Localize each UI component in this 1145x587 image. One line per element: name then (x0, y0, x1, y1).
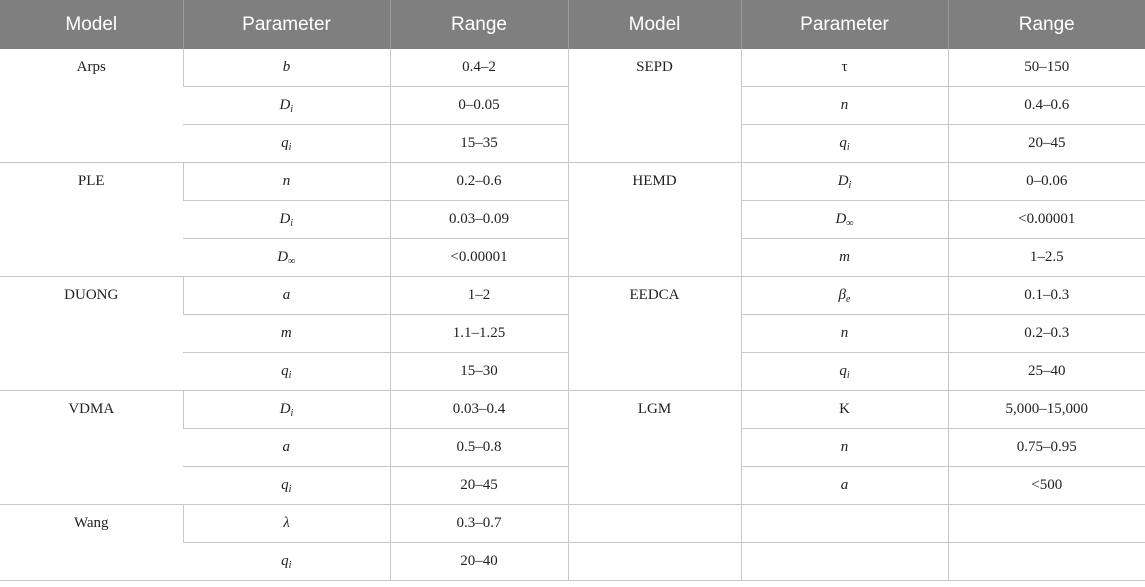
header-parameter-left: Parameter (183, 0, 390, 49)
parameter-cell (183, 277, 390, 315)
range-cell: 0.4–2 (390, 49, 568, 87)
parameter-cell (183, 315, 390, 353)
parameter-cell (183, 239, 390, 277)
range-cell: 0–0.06 (948, 163, 1145, 201)
parameter-symbol: β (838, 286, 847, 303)
range-cell: 0.5–0.8 (390, 429, 568, 467)
parameter-symbol: b (282, 59, 291, 75)
parameter-cell (741, 467, 948, 505)
empty-cell (741, 543, 948, 581)
parameter-symbol: τ (841, 59, 848, 75)
parameter-symbol: q (839, 362, 847, 379)
parameter-subscript: i (290, 103, 294, 115)
parameter-cell (183, 163, 390, 201)
parameter-cell (741, 125, 948, 163)
table-row (0, 49, 1145, 87)
parameter-symbol: m (280, 325, 292, 341)
model-cell-right: EEDCA (568, 277, 741, 391)
range-cell: 50–150 (948, 49, 1145, 87)
parameter-cell (741, 277, 948, 315)
parameter-symbol: q (281, 476, 289, 493)
parameter-symbol: q (281, 134, 289, 151)
parameter-subscript: ∞ (288, 255, 296, 267)
range-cell: 0–0.05 (390, 87, 568, 125)
parameter-symbol: q (281, 552, 289, 569)
model-cell-left: PLE (0, 163, 183, 277)
parameter-cell (183, 429, 390, 467)
model-cell-left: DUONG (0, 277, 183, 391)
range-cell: 25–40 (948, 353, 1145, 391)
empty-cell (568, 505, 741, 543)
range-cell: <0.00001 (948, 201, 1145, 239)
table-row (0, 391, 1145, 429)
model-cell-left: VDMA (0, 391, 183, 505)
range-cell: 1–2 (390, 277, 568, 315)
range-cell: 20–45 (948, 125, 1145, 163)
range-cell: <0.00001 (390, 239, 568, 277)
parameter-subscript: ∞ (846, 217, 854, 229)
range-cell: <500 (948, 467, 1145, 505)
parameter-subscript: i (288, 141, 292, 153)
parameter-symbol: a (282, 439, 290, 455)
parameter-cell (183, 353, 390, 391)
range-cell: 0.03–0.09 (390, 201, 568, 239)
parameter-cell (183, 505, 390, 543)
range-cell: 5,000–15,000 (948, 391, 1145, 429)
parameter-subscript: e (846, 293, 851, 305)
range-cell: 0.03–0.4 (390, 391, 568, 429)
range-cell: 0.2–0.6 (390, 163, 568, 201)
parameter-subscript: i (846, 369, 850, 381)
parameter-symbol: D (837, 172, 849, 189)
parameter-cell (741, 201, 948, 239)
table-row (0, 163, 1145, 201)
model-cell-left: Wang (0, 505, 183, 581)
header-range-left: Range (390, 0, 568, 49)
parameter-symbol: D (277, 248, 289, 265)
parameter-cell (741, 429, 948, 467)
parameter-symbol: K (839, 401, 850, 417)
range-cell: 0.2–0.3 (948, 315, 1145, 353)
model-cell-right: SEPD (568, 49, 741, 163)
parameter-cell (741, 163, 948, 201)
parameter-symbol: q (839, 134, 847, 151)
parameter-subscript: i (288, 369, 292, 381)
parameter-symbol: n (840, 325, 849, 341)
parameter-symbol: n (840, 439, 849, 455)
range-cell: 0.3–0.7 (390, 505, 568, 543)
range-cell: 1–2.5 (948, 239, 1145, 277)
parameter-cell (183, 543, 390, 581)
range-cell: 0.4–0.6 (948, 87, 1145, 125)
parameter-symbol: m (839, 249, 850, 265)
range-cell: 1.1–1.25 (390, 315, 568, 353)
parameter-cell (741, 315, 948, 353)
parameter-symbol: λ (283, 515, 290, 531)
parameter-symbol: D (279, 96, 291, 113)
empty-cell (741, 505, 948, 543)
parameter-cell (183, 49, 390, 87)
parameter-cell (183, 201, 390, 239)
parameter-subscript: i (290, 217, 294, 229)
model-cell-right: HEMD (568, 163, 741, 277)
parameter-symbol: q (281, 362, 289, 379)
table-body (0, 49, 1145, 581)
model-cell-left: Arps (0, 49, 183, 163)
table-row (0, 277, 1145, 315)
parameter-cell (741, 391, 948, 429)
parameter-cell (741, 87, 948, 125)
header-model-left: Model (0, 0, 183, 49)
parameter-cell (183, 467, 390, 505)
table-row (0, 505, 1145, 543)
parameter-subscript: i (288, 559, 292, 571)
header-model-right: Model (568, 0, 741, 49)
parameter-cell (183, 391, 390, 429)
parameter-subscript: i (290, 407, 294, 419)
parameter-cell (741, 49, 948, 87)
range-cell: 20–45 (390, 467, 568, 505)
parameter-subscript: i (288, 483, 292, 495)
range-cell: 20–40 (390, 543, 568, 581)
empty-cell (948, 505, 1145, 543)
header-row (0, 0, 1145, 49)
parameter-subscript: i (846, 141, 850, 153)
parameter-symbol: a (282, 287, 291, 303)
parameter-cell (183, 125, 390, 163)
parameter-symbol: D (279, 400, 291, 417)
range-cell: 15–35 (390, 125, 568, 163)
header-parameter-right: Parameter (741, 0, 948, 49)
parameter-symbol: n (282, 173, 291, 189)
range-cell: 0.75–0.95 (948, 429, 1145, 467)
range-cell: 15–30 (390, 353, 568, 391)
empty-cell (948, 543, 1145, 581)
parameter-cell (741, 353, 948, 391)
model-cell-right: LGM (568, 391, 741, 505)
parameter-symbol: D (279, 210, 291, 227)
table-header (0, 0, 1145, 49)
parameter-subscript: i (848, 179, 852, 191)
parameter-symbol: a (840, 477, 849, 493)
parameter-cell (183, 87, 390, 125)
range-cell: 0.1–0.3 (948, 277, 1145, 315)
empty-cell (568, 543, 741, 581)
parameter-symbol: n (840, 97, 849, 113)
parameter-symbol: D (835, 210, 847, 227)
header-range-right: Range (948, 0, 1145, 49)
parameter-cell (741, 239, 948, 277)
